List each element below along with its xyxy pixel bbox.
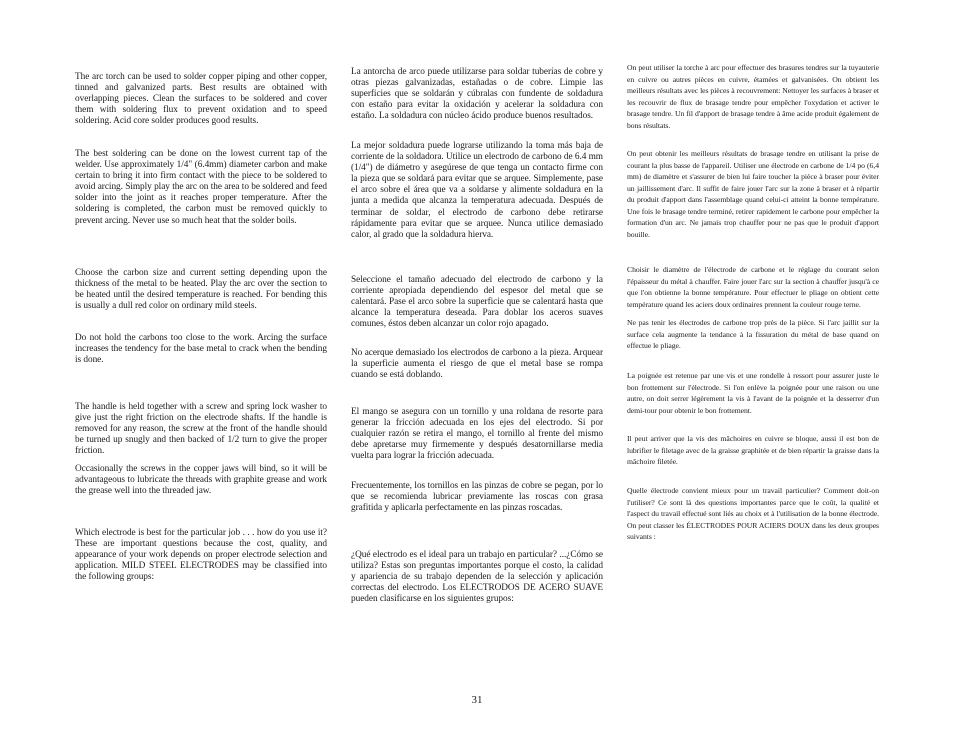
es-soldering-intro-paragraph: La antorcha de arco puede utilizarse para soldar tuberías de cobre y otras piezas galvanizadas, estañadas o de cobre. Limpie las superficies que se soldarán y cúbralas con fundente de soldadura con estaño para evitar la oxidación y acelerar la soldadura con estaño. La soldadura con núcleo ácido produce buenos resultados. <box>351 67 603 122</box>
en-handle-paragraph: The handle is held together with a screw and spring lock washer to give just the right friction on the electrode shafts. If the handle is removed for any reason, the screw at the front of the handle should be turned up snugly and then backed of 1/2 turn to give the proper friction. <box>75 402 327 457</box>
es-carbon-distance-paragraph: No acerque demasiado los electrodos de carbono a la pieza. Arquear la superficie aumenta el riesgo de que el metal base se rompa cuando se está doblando. <box>351 348 603 381</box>
es-handle-paragraph: El mango se asegura con un tornillo y una roldana de resorte para generar la fricción adecuada en los ejes del electrodo. Si por cualquier razón se retira el mango, el tornillo al frente del mismo debe apretarse muy firmemente y después desatornillarse media vuelta para lograr la fricción adecuada. <box>351 407 603 462</box>
fr-handle-paragraph: La poignée est retenue par une vis et une rondelle à ressort pour assurer juste le bon frottement sur l'électrode. Si l'on enlève la poignée pour une raison ou une autre, on doit serrer légèrement la vis à l'avant de la poignée et la desserrer d'un demi-tour pour obtenir le bon frottement. <box>627 371 879 415</box>
fr-carbon-distance-paragraph: Ne pas tenir les électrodes de carbone trop près de la pièce. Si l'arc jaillit sur la surface cela augmente la tendance à la fissuration du métal de base quand on effectue le pliage. <box>627 318 879 350</box>
es-copper-jaws-paragraph: Frecuentemente, los tornillos en las pinzas de cobre se pegan, por lo que se recomienda lubricar previamente las roscas con grasa grafitida y aplicarla perfectamente en las pinzas roscadas. <box>351 481 603 514</box>
es-heating-paragraph: Seleccione el tamaño adecuado del electrodo de carbono y la corriente apropiada dependiendo del espesor del metal que se calentará. Pase el arco sobre la superficie que se calentará hasta que alcance la temperatura deseada. Para doblar los aceros suaves comunes, éstos deben alcanzar un color rojo apagado. <box>351 275 603 330</box>
es-soldering-technique-paragraph: La mejor soldadura puede lograrse utilizando la toma más baja de corriente de la soldadora. Utilice un electrodo de carbono de 6.4 mm (1/4") de diámetro y asegúrese de que tenga un contacto firme con la pieza que se soldará para evitar que se arquee. Simplemente, pase el arco sobre el área que va a soldarse y alimente soldadura en la junta a medida que alcanza la temperatura adecuada. Después de terminar de soldar, el electrodo de carbono debe retirarse rápidamente para evitar que se arquee. Nunca utilice demasiado calor, al grado que la soldadura hierva. <box>351 141 603 240</box>
en-electrode-selection-paragraph: Which electrode is best for the particular job . . . how do you use it? These are important questions because the cost, quality, and appearance of your work depends on proper electrode selection and application. MILD STEEL ELECTRODES may be classified into the following groups: <box>75 528 327 583</box>
fr-electrode-selection-paragraph: Quelle électrode convient mieux pour un travail particulier? Comment doit-on l'utiliser? Ce sont là des questions importantes parce que le coût, la qualité et l'aspect du travail effectué sont liés au choix et à l'utilisation de la bonne électrode. On peut classer les ÉLECTRODES POUR ACIERS DOUX dans les deux groupes suivants : <box>627 486 879 541</box>
en-soldering-intro-paragraph: The arc torch can be used to solder copper piping and other copper, tinned and galvanized parts. Best results are obtained with overlapping pieces. Clean the surfaces to be soldered and cover them with soldering flux to prevent oxidation and to speed soldering. Acid core solder produces good results. <box>75 72 327 127</box>
fr-soldering-technique-paragraph: On peut obtenir les meilleurs résultats de brasage tendre en utilisant la prise de courant la plus basse de l'appareil. Utiliser une électrode en carbone de 1/4 po (6,4 mm) de diamètre et s'assurer de bien lui faire toucher la pièce à braser pour éviter un jaillissement d'arc. Il suffit de faire jouer l'arc sur la zone à braser et à répartir du produit d'apport dans l'assemblage quand celui-ci atteint la bonne température. Une fois le brasage tendre terminé, retirer rapidement le carbone pour empêcher la formation d'un arc. Ne jamais trop chauffer pour ne pas que le produit d'apport bouille. <box>627 149 879 239</box>
fr-soldering-intro-paragraph: On peut utiliser la torche à arc pour effectuer des brasures tendres sur la tuyauterie en cuivre ou autres pièces en cuivre, étamées et galvanisées. On obtient les meilleurs résultats avec les pièces à recouvrement: Nettoyer les surfaces à braser et les recouvrir de flux de brasage tendre pour empêcher l'oxydation et activer le brasage tendre. Un fil d'apport de brasage tendre à âme acide produit également de bons résultats. <box>627 63 879 130</box>
fr-copper-jaws-paragraph: Il peut arriver que la vis des mâchoires en cuivre se bloque, aussi il est bon de lubrifier le filetage avec de la graisse graphitée et de bien répartir la graisse dans la mâchoire filetée. <box>627 434 879 466</box>
fr-heating-paragraph: Choisir le diamètre de l'électrode de carbone et le réglage du courant selon l'épaisseur du métal à chauffer. Faire jouer l'arc sur la section à chauffer jusqu'à ce que l'on obtienne la bonne température. Pour effectuer le pliage on obtient cette température quand les aciers doux ordinaires prennent la couleur rouge terne. <box>627 265 879 309</box>
es-electrode-selection-paragraph: ¿Qué electrodo es el ideal para un trabajo en particular? ...¿Cómo se utiliza? Estas son preguntas importantes porque el costo, la calidad y apariencia de su trabajo dependen de la selección y aplicación correctas del electrodo. Los ELECTRODOS DE ACERO SUAVE pueden clasificarse en los siguientes grupos: <box>351 550 603 605</box>
en-copper-jaws-paragraph: Occasionally the screws in the copper jaws will bind, so it will be advantageous to lubricate the threads with graphite grease and work the grease well into the threaded jaw. <box>75 464 327 497</box>
en-carbon-distance-paragraph: Do not hold the carbons too close to the work. Arcing the surface increases the tendency for the base metal to crack when the bending is done. <box>75 333 327 366</box>
en-heating-paragraph: Choose the carbon size and current setting depending upon the thickness of the metal to be heated. Play the arc over the section to be heated until the desired temperature is reached. For bending this is usually a dull red color on ordinary mild steels. <box>75 268 327 312</box>
en-soldering-technique-paragraph: The best soldering can be done on the lowest current tap of the welder. Use approximately 1/4" (6.4mm) diameter carbon and make certain to bring it into firm contact with the piece to be soldered to avoid arcing. Simply play the arc on the area to be soldered and feed solder into the joint as it reaches proper temperature. After the soldering is completed, the carbon must be removed quickly to prevent arcing. Never use so much heat that the solder boils. <box>75 149 327 226</box>
page-number: 31 <box>471 694 483 706</box>
